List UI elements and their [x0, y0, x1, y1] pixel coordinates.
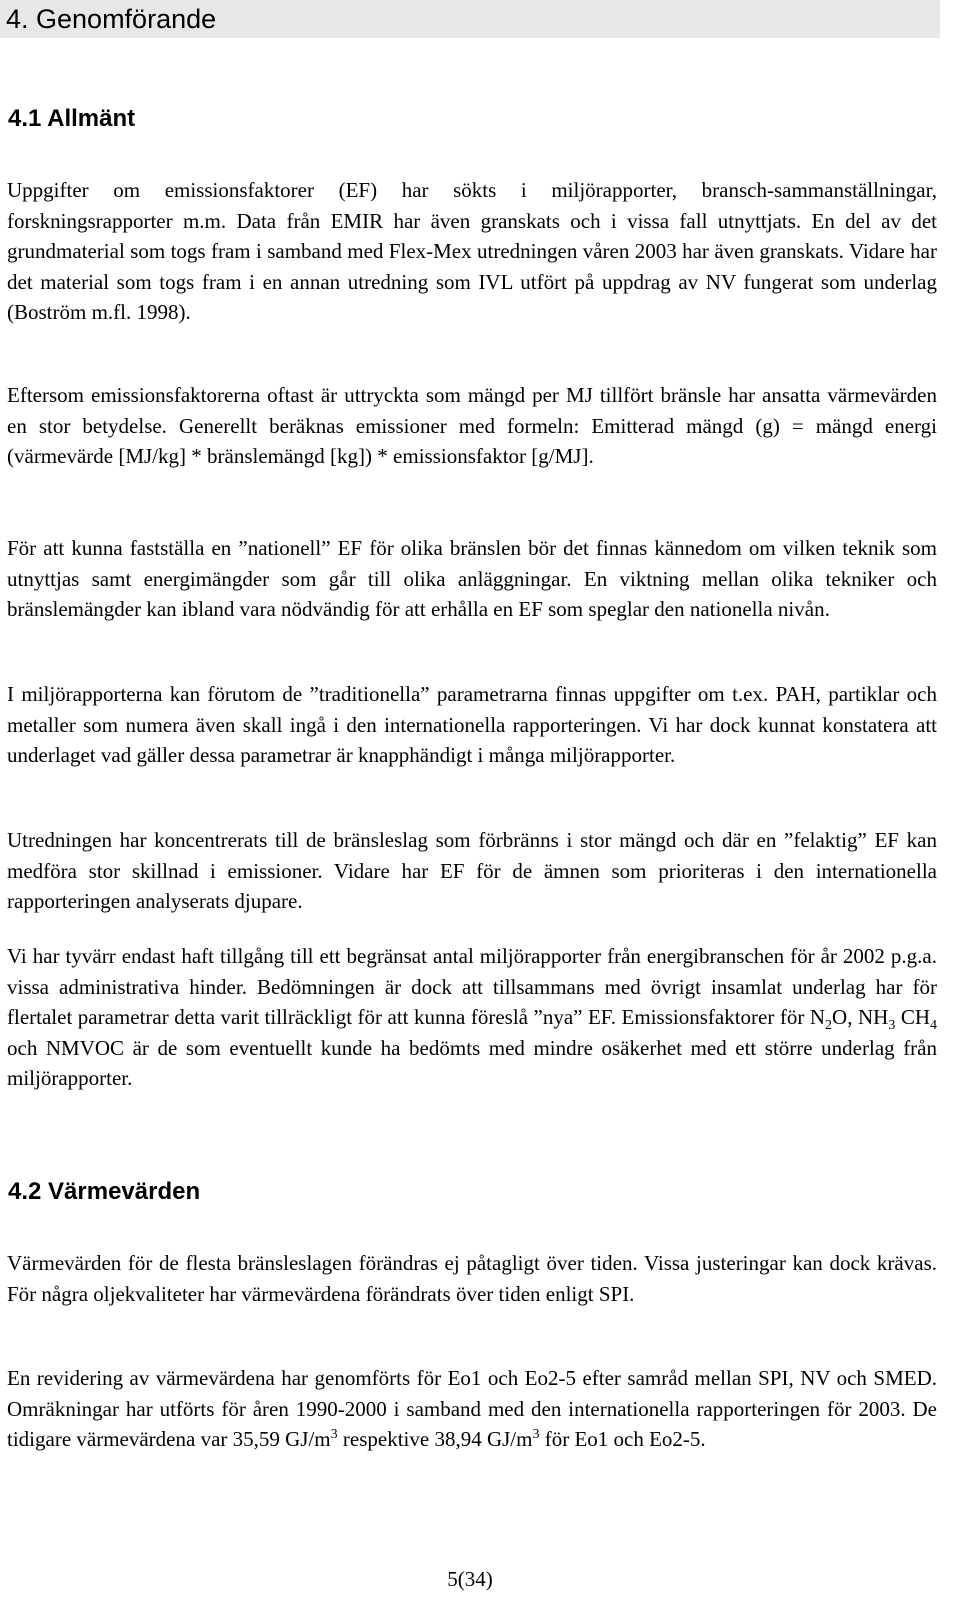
paragraph-varmevarden: Värmevärden för de flesta bränsleslagen förändras ej påtagligt över tiden. Vissa justeringar kan dock krävas. För några oljekvaliteter har värmevärdena förändrats över tiden enligt SPI. — [7, 1251, 937, 1306]
paragraph-revidering — [7, 1363, 937, 1455]
paragraph-miljorapporterna: I miljörapporterna kan förutom de ”traditionella” parametrarna finnas uppgifter om t.ex. PAH, partiklar och metaller som numera även skall ingå i den internationella rapporteringen. Vi har dock kunnat konstatera att underlaget vad gäller dessa parametrar är knapphändigt i många miljörapporter. — [7, 682, 937, 767]
paragraph-tyvarr-text-4: och NMVOC är de som eventuellt kunde ha bedömts med mindre osäkerhet med ett större underlag från miljörapporter. — [7, 1035, 937, 1090]
paragraph-revidering-text-3: för Eo1 och Eo2-5. — [539, 1427, 706, 1451]
section-heading-varmevarden: 4.2 Värmevärden — [8, 1178, 201, 1205]
paragraph-tyvarr-text-3: CH — [895, 1005, 930, 1029]
chapter-title: 4. Genomförande — [6, 4, 217, 34]
chapter-header-bar — [0, 0, 940, 38]
superscript-m3-1: 3 — [330, 1427, 338, 1442]
paragraph-revidering-text-2: respektive 38,94 GJ/m — [337, 1427, 533, 1451]
paragraph-nationell-ef: För att kunna fastställa en ”nationell” EF för olika bränslen bör det finnas kännedom om vilken teknik som utnyttjas samt energimängder som går till olika anläggningar. En viktning mellan olika tekniker och bränslemängder kan ibland vara nödvändig för att erhålla en EF som speglar den nationella nivån. — [7, 536, 937, 621]
paragraph-tyvarr-text-2: O, NH — [832, 1005, 889, 1029]
paragraph-utredningen: Utredningen har koncentrerats till de bränsleslag som förbränns i stor mängd och där en ”felaktig” EF kan medföra stor skillnad i emissioner. Vidare har EF för de ämnen som prioriteras i den internationella rapporteringen analyserats djupare. — [7, 828, 937, 913]
page-number: 5(34) — [447, 1567, 493, 1591]
paragraph-revidering-text-1: En revidering av värmevärdena har genomförts för Eo1 och Eo2-5 efter samråd mellan SPI, NV och SMED. Omräkningar har utförts för åren 1990-2000 i samband med den internationella rapporteringen för 2003. De tidigare värmevärdena var 35,59 GJ/m — [7, 1366, 937, 1451]
paragraph-eftersom: Eftersom emissionsfaktorerna oftast är uttryckta som mängd per MJ tillfört bränsle har ansatta värmevärden en stor betydelse. Generellt beräknas emissioner med formeln: Emitterad mängd (g) = mängd energi (värmevärde [MJ/kg] * bränslemängd [kg]) * emissionsfaktor [g/MJ]. — [7, 383, 937, 468]
subscript-n2o: 2 — [825, 1018, 833, 1034]
paragraph-uppgifter: Uppgifter om emissionsfaktorer (EF) har sökts i miljörapporter, bransch-sammanställningar, forskningsrapporter m.m. Data från EMIR har även granskats och i vissa fall utnyttjats. En del av det grundmaterial som togs fram i samband med Flex-Mex utredningen våren 2003 har även granskats. Vidare har det material som togs fram i en annan utredning som IVL utfört på uppdrag av NV fungerat som underlag (Boström m.fl. 1998). — [7, 178, 937, 324]
paragraph-tyvarr — [7, 941, 937, 1094]
superscript-m3-2: 3 — [532, 1427, 540, 1442]
subscript-nh3: 3 — [888, 1018, 896, 1034]
section-heading-allmant: 4.1 Allmänt — [8, 105, 136, 132]
subscript-ch4: 4 — [930, 1018, 937, 1034]
paragraph-tyvarr-text-1: Vi har tyvärr endast haft tillgång till ett begränsat antal miljörapporter från energibranschen för år 2002 p.g.a. vissa administrativa hinder. Bedömningen är dock att tillsammans med övrigt insamlat underlag har för flertalet parametrar detta varit tillräckligt för att kunna föreslå ”nya” EF. Emissionsfaktorer för N — [7, 944, 937, 1029]
